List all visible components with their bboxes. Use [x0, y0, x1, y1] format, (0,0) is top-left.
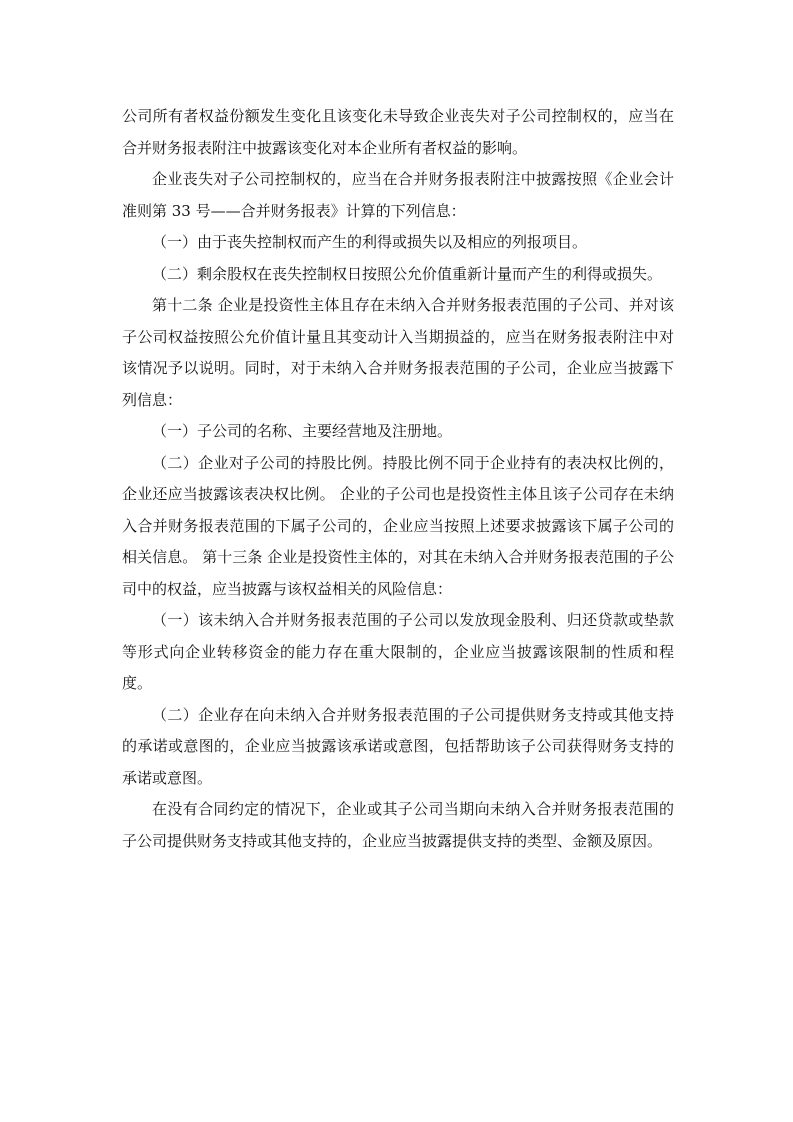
- paragraph-10: 在没有合同约定的情况下，企业或其子公司当期向未纳入合并财务报表范围的子公司提供财务支持或其他支持的，企业应当披露提供支持的类型、金额及原因。: [122, 800, 674, 850]
- paragraph-3: （一）由于丧失控制权而产生的利得或损失以及相应的列报项目。: [152, 233, 588, 251]
- paragraph-6: （一）子公司的名称、主要经营地及注册地。: [152, 422, 453, 440]
- document-page: [122, 101, 674, 857]
- paragraph-7: （二）企业对子公司的持股比例。持股比例不同于企业持有的表决权比例的，企业还应当披露该表决权比例。 企业的子公司也是投资性主体且该子公司存在未纳入合并财务报表范围的下属子公司的，企业应当按照上述要求披露该下属子公司的相关信息。 第十三条 企业是投资性主体的，对其在未纳入合并财务报表范围的子公司中的权益，应当披露与该权益相关的风险信息：: [122, 453, 674, 598]
- paragraph-1: 公司所有者权益份额发生变化且该变化未导致企业丧失对子公司控制权的，应当在合并财务报表附注中披露该变化对本企业所有者权益的影响。: [122, 107, 674, 157]
- paragraph-9: （二）企业存在向未纳入合并财务报表范围的子公司提供财务支持或其他支持的承诺或意图的，企业应当披露该承诺或意图，包括帮助该子公司获得财务支持的承诺或意图。: [122, 705, 674, 787]
- paragraph-2: 企业丧失对子公司控制权的，应当在合并财务报表附注中披露按照《企业会计准则第 33 号——合并财务报表》计算的下列信息：: [122, 170, 674, 220]
- paragraph-5: 第十二条 企业是投资性主体且存在未纳入合并财务报表范围的子公司、并对该子公司权益按照公允价值计量且其变动计入当期损益的，应当在财务报表附注中对该情况予以说明。同时，对于未纳入合并财务报表范围的子公司，企业应当披露下列信息：: [122, 296, 674, 409]
- paragraph-8: （一）该未纳入合并财务报表范围的子公司以发放现金股利、归还贷款或垫款等形式向企业转移资金的能力存在重大限制的，企业应当披露该限制的性质和程度。: [122, 611, 674, 692]
- paragraph-4: （二）剩余股权在丧失控制权日按照公允价值重新计量而产生的利得或损失。: [152, 264, 663, 283]
